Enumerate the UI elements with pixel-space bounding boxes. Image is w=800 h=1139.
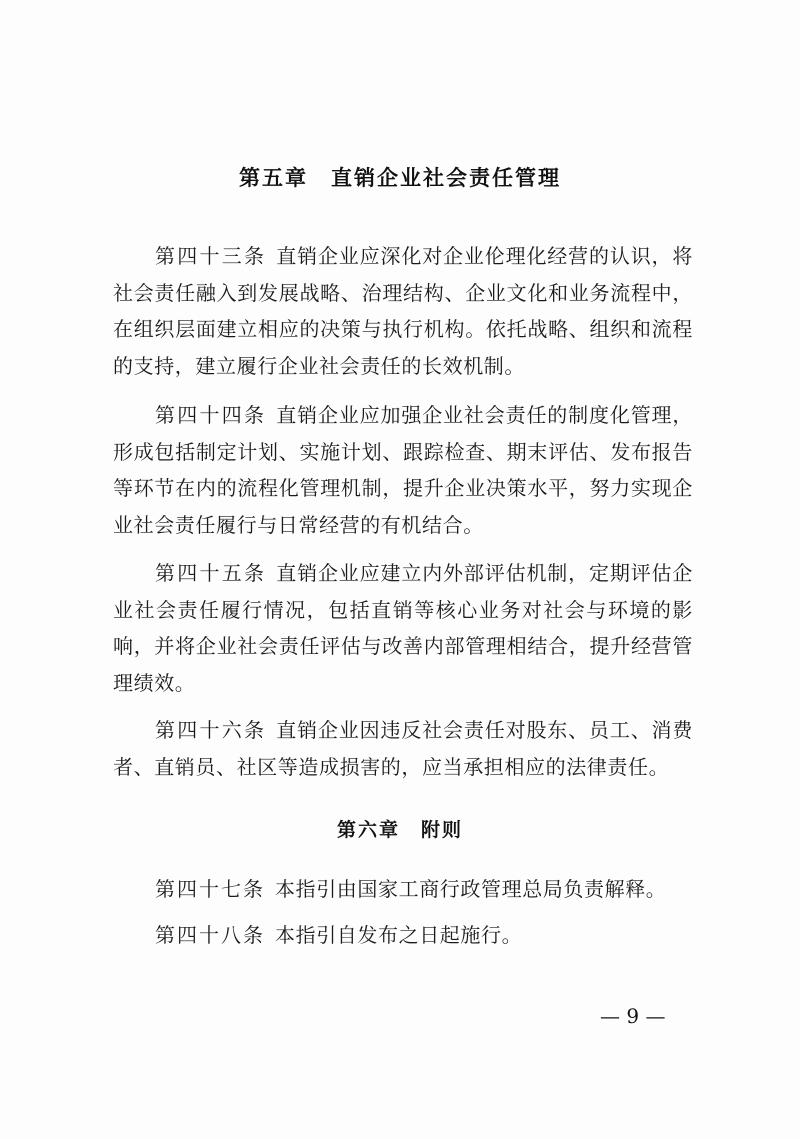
article-45-number: 第四十五条 [155, 561, 267, 585]
article-47 [113, 871, 693, 908]
article-48-number: 第四十八条 [155, 923, 265, 947]
article-44 [113, 397, 693, 543]
article-43-number: 第四十三条 [155, 244, 267, 268]
article-47-number: 第四十七条 [155, 877, 265, 901]
article-47-text: 本指引由国家工商行政管理总局负责解释。 [275, 877, 667, 901]
article-46 [113, 712, 693, 785]
chapter-five-title: 第五章 直销企业社会责任管理 [239, 166, 561, 190]
page-number: — 9 — [600, 1004, 666, 1028]
article-43 [113, 238, 693, 384]
chapter-six-title: 第六章 附则 [336, 819, 463, 841]
article-46-text: 直销企业因违反社会责任对股东、员工、消费者、直销员、社区等造成损害的，应当承担相应的法律责任。 [113, 718, 693, 779]
article-48-text: 本指引自发布之日起施行。 [275, 923, 523, 947]
article-44-number: 第四十四条 [155, 403, 267, 427]
article-46-number: 第四十六条 [155, 718, 267, 742]
article-48 [113, 917, 693, 954]
article-45-text: 直销企业应建立内外部评估机制，定期评估企业社会责任履行情况，包括直销等核心业务对社会与环境的影响，并将企业社会责任评估与改善内部管理相结合，提升经营管理绩效。 [113, 561, 693, 695]
article-43-text: 直销企业应深化对企业伦理化经营的认识，将社会责任融入到发展战略、治理结构、企业文化和业务流程中，在组织层面建立相应的决策与执行机构。依托战略、组织和流程的支持，建立履行企业社会责任的长效机制。 [113, 244, 693, 378]
article-44-text: 直销企业应加强企业社会责任的制度化管理，形成包括制定计划、实施计划、跟踪检查、期末评估、发布报告等环节在内的流程化管理机制，提升企业决策水平，努力实现企业社会责任履行与日常经营的有机结合。 [113, 403, 693, 537]
article-45 [113, 555, 693, 701]
